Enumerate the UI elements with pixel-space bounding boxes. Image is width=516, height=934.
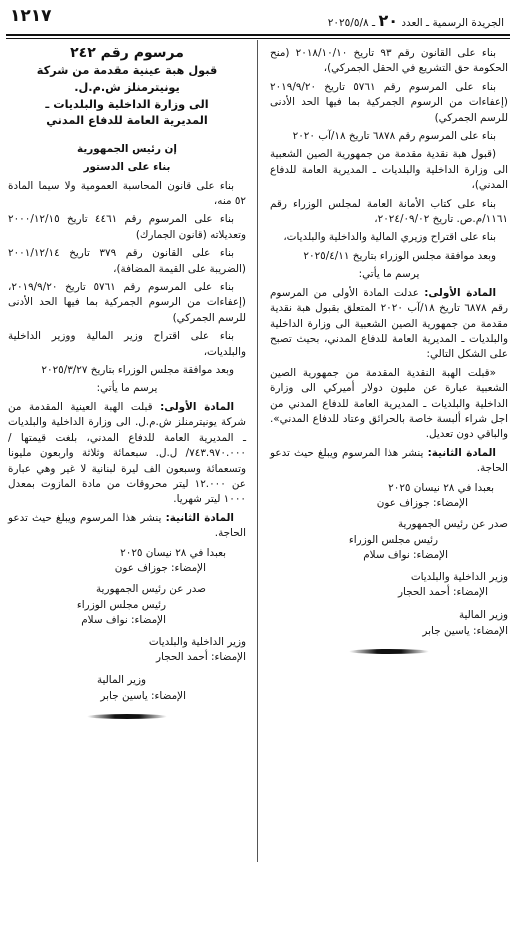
finance-signature: الإمضاء: ياسين جابر [100, 689, 186, 702]
interior-signature: الإمضاء: أحمد الحجار [398, 586, 488, 598]
interior-title: وزير الداخلية والبلديات [410, 570, 508, 583]
column-divider [257, 40, 258, 862]
issue-date: ٢٠٢٥/٥/٨ [327, 17, 369, 29]
issue-label: العدد [401, 17, 423, 29]
article-2 [270, 446, 508, 477]
page-number: ١٢١٧ [10, 6, 52, 26]
decree-title-3: المديرية العامة للدفاع المدني [46, 114, 208, 128]
finance-title: وزير المالية [458, 609, 508, 622]
decree-number: مرسوم رقم ٢٤٢ [70, 45, 184, 61]
pm-signature: الإمضاء: نواف سلام [81, 614, 166, 627]
header-rule-thin [6, 38, 510, 39]
decree-title-2: الى وزارة الداخلية والبلديات ـ [45, 97, 209, 111]
recital: وبعد موافقة مجلس الوزراء بتاريخ ٢٠٢٥/٤/١١ [303, 249, 496, 262]
recital: بناء على قانون المحاسبة العمومية ولا سيما المادة ٥٢ منه، [8, 179, 246, 207]
decree-intro: يرسم ما يأتي: [358, 268, 420, 281]
article-1-label: المادة الأولى: [160, 400, 235, 413]
decree-title-1: قبول هبة عينية مقدمة من شركة يونيترمنلز ش.م.ل. [36, 64, 218, 94]
issued-by: صدر عن رئيس الجمهورية [95, 583, 206, 596]
decree-intro: يرسم ما يأتي: [96, 382, 158, 395]
article-2-text: ينشر هذا المرسوم ويبلغ حيث تدعو الحاجة. [8, 511, 246, 540]
interior-title: وزير الداخلية والبلديات [148, 635, 246, 648]
date-line: بعبدا في ٢٨ نيسان ٢٠٢٥ [388, 481, 494, 494]
end-divider [349, 649, 429, 654]
recital: بناء على كتاب الأمانة العامة لمجلس الوزراء رقم ١١٦١/م.ص. تاريخ ٢٠٢٤/٠٩/٠٢، [270, 197, 508, 226]
article-2-label: المادة الثانية: [165, 511, 234, 524]
article-1-text: قبلت الهبة العينية المقدمة من شركة يونيترمنلز ش.م.ل. الى وزارة الداخلية والبلديات ـ المديرية العامة للدفاع المدني، بلغت قيمتها /٧٤٣.٩٧٠.٠٠٠/ ل.ل. سبعمائة وثلاثة واربعون مليونا وتسعمائة وسبعون الف ليرة لبنانية لا غير وهي عبارة عن ١٢.٠٠٠ ليتر محروقات من مادة المازوت بمعدل ١٠٠٠ ليتر شهريا. [8, 400, 246, 506]
article-2-text: ينشر هذا المرسوم ويبلغ حيث تدعو الحاجة. [270, 446, 508, 475]
pm-title: رئيس مجلس الوزراء [76, 598, 166, 611]
signatures [270, 481, 508, 640]
article-1 [270, 286, 508, 363]
finance-title: وزير المالية [96, 674, 146, 687]
constitution-heading: بناء على الدستور [83, 161, 171, 174]
recital: بناء على اقتراح وزيري المالية والداخلية والبلديات، [283, 231, 496, 244]
recital: بناء على المرسوم رقم ٦٨٧٨ تاريخ ١٨/آب ٢٠٢٠ [292, 130, 496, 143]
recital: بناء على المرسوم رقم ٤٤٦١ تاريخ ٢٠٠٠/١٢/١٥ وتعديلاته (قانون الجمارك) [8, 213, 246, 241]
finance-signature: الإمضاء: ياسين جابر [422, 624, 508, 637]
page-header [6, 4, 510, 32]
president-signature: الإمضاء: جوزاف عون [114, 561, 206, 574]
issued-by: صدر عن رئيس الجمهورية [397, 518, 508, 531]
recital: بناء على اقتراح وزير المالية ووزير الداخلية والبلديات، [8, 330, 246, 358]
president-heading: إن رئيس الجمهورية [77, 142, 177, 155]
right-column [270, 46, 508, 654]
end-divider [87, 714, 167, 719]
recital: بناء على المرسوم رقم ٥٧٦١ تاريخ ٢٠١٩/٩/٢٠ (إعفاءات من الرسوم الجمركية بما فيها الحد الأدنى للرسم الجمركي) [270, 80, 508, 124]
left-column [8, 46, 246, 719]
interior-signature: الإمضاء: أحمد الحجار [156, 650, 246, 663]
recital: وبعد موافقة مجلس الوزراء بتاريخ ٢٠٢٥/٣/٢٧ [41, 364, 234, 377]
article-1 [8, 400, 246, 508]
gazette-title: الجريدة الرسمية ـ العدد ٢٠ ـ ٢٠٢٥/٥/٨ [327, 11, 504, 30]
recital: (قبول هبة نقدية مقدمة من جمهورية الصين الشعبية الى وزارة الداخلية والبلديات ـ المديرية العامة للدفاع المدني)، [270, 148, 508, 192]
recital: بناء على المرسوم رقم ٥٧٦١ تاريخ ٢٠١٩/٩/٢٠، (إعفاءات من الرسوم الجمركية بما فيها الحد الأدنى للرسم الجمركي) [8, 281, 246, 324]
pm-signature: الإمضاء: نواف سلام [363, 549, 448, 562]
article-1-text: عدلت المادة الأولى من المرسوم رقم ٦٨٧٨ تاريخ ١٨/آب ٢٠٢٠ المتعلق بقبول هبة نقدية مقدمة من جمهورية الصين الشعبية الى وزارة الداخلية والبلديات ـ المديرية العامة للدفاع المدني، بحيث تصبح على الشكل التالي: [270, 286, 508, 361]
article-1-quote: «قبلت الهبة النقدية المقدمة من جمهورية الصين الشعبية عبارة عن مليون دولار أميركي الى وزارة الداخلية والبلديات ـ المديرية العامة للدفاع المدني من اجل شراء ألبسة خاصة بالحرائق وعتاد للدفاع المدني». والباقي دون تعديل. [270, 366, 508, 441]
recital: بناء على القانون رقم ٣٧٩ تاريخ ٢٠٠١/١٢/١٤ (الضريبة على القيمة المضافة)، [8, 247, 246, 275]
date-line: بعبدا في ٢٨ نيسان ٢٠٢٥ [120, 546, 226, 559]
gazette-name: الجريدة الرسمية [432, 17, 504, 29]
recital: بناء على القانون رقم ٩٣ تاريخ ٢٠١٨/١٠/١٠ (منح الحكومة حق التشريع في الحقل الجمركي)، [270, 47, 508, 75]
article-1-label: المادة الأولى: [424, 286, 497, 299]
header-rule-thick [6, 34, 510, 36]
president-signature: الإمضاء: جوزاف عون [376, 496, 468, 509]
article-2-label: المادة الثانية: [427, 446, 496, 459]
signatures [8, 546, 246, 705]
article-2 [8, 511, 246, 542]
issue-number: ٢٠ [378, 11, 398, 30]
pm-title: رئيس مجلس الوزراء [348, 533, 438, 546]
